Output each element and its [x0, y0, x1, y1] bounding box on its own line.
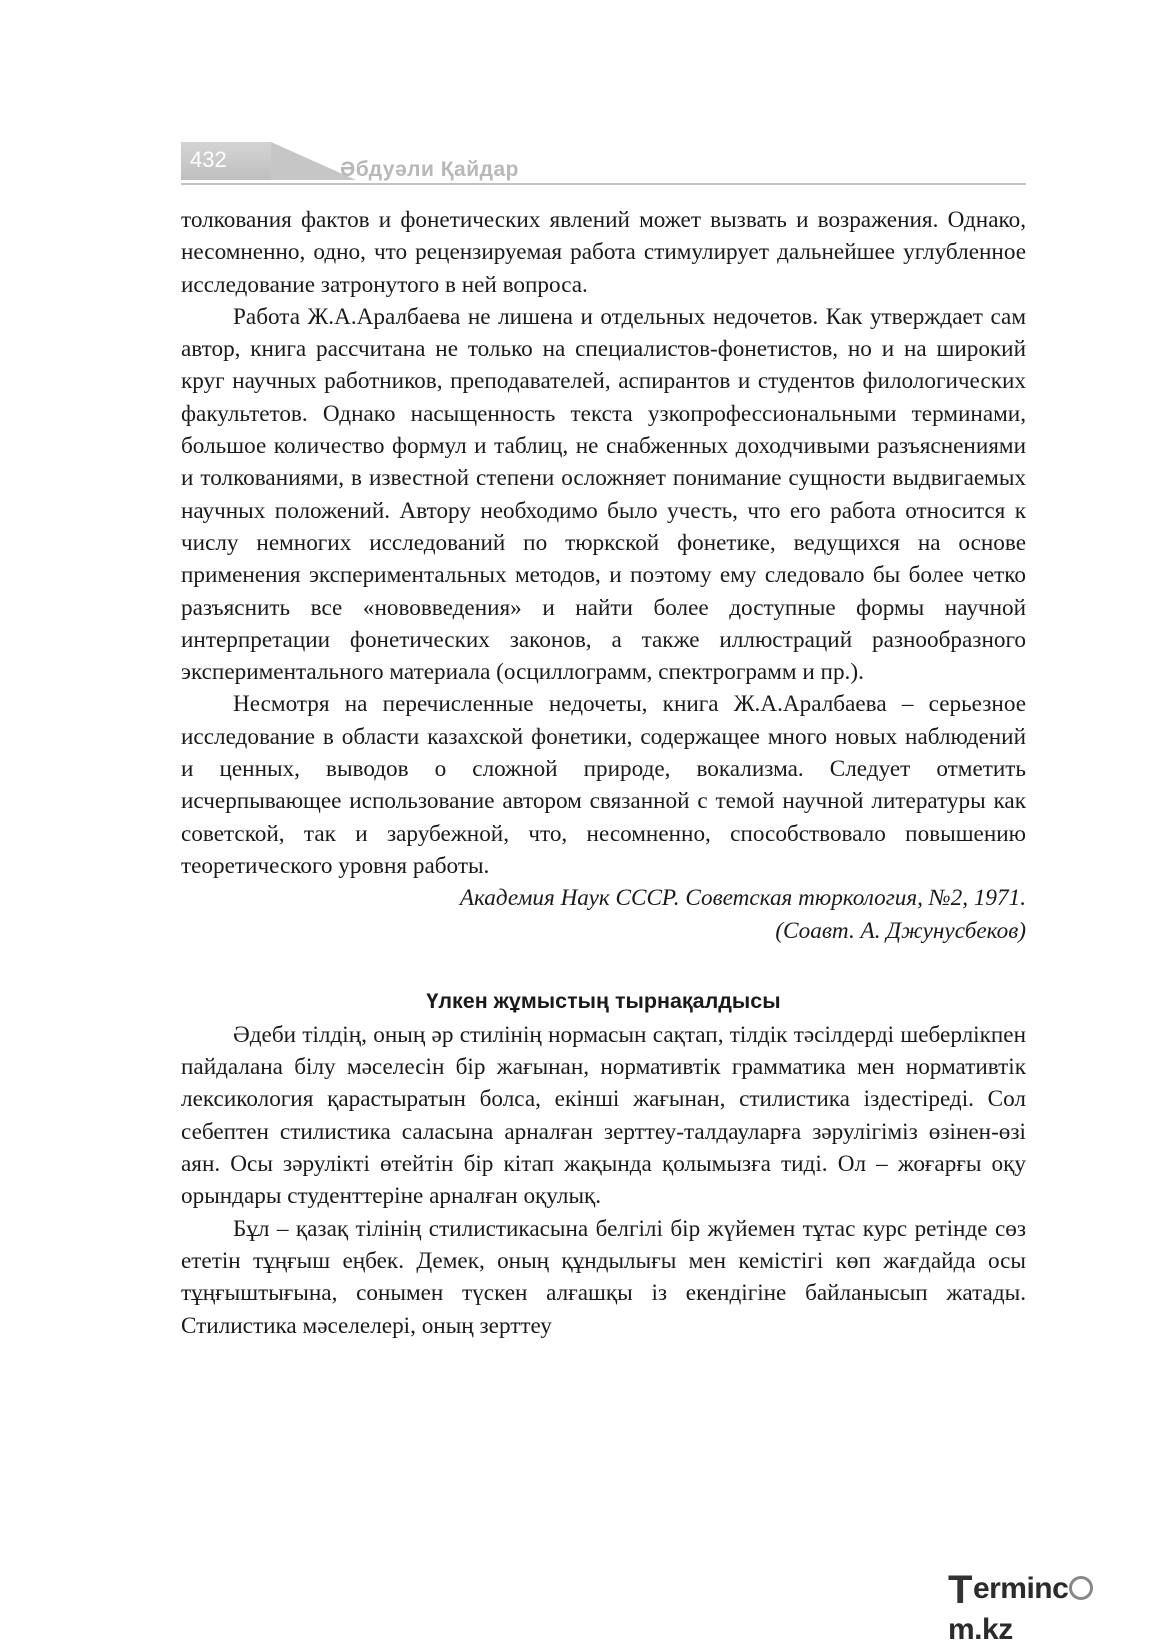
magnifier-icon: [1069, 1576, 1093, 1600]
page-number: 432: [190, 147, 227, 172]
citation-coauthor: (Соавт. А. Джунусбеков): [775, 917, 1026, 944]
running-head: Әбдуәли Қайдар: [340, 158, 519, 181]
paragraph: Несмотря на перечисленные недочеты, книга Ж.А.Аралбаева – серьезное исследование в области казахской фонетики, содержащее много новых наблюдений и ценных, выводов о сложной природе, вокализма. Следует отметить исчерпывающее использование автором связанной с темой научной литературы как советской, так и зарубежной, что, несомненно, способствовало повышению теоретического уровня работы.: [181, 691, 1026, 879]
watermark-logo: [948, 1568, 1158, 1647]
section-heading: Үлкен жұмыстың тырнақалдысы: [426, 988, 781, 1013]
page-body: [181, 204, 1026, 1342]
paragraph: Работа Ж.А.Аралбаева не лишена и отдельных недочетов. Как утверждает сам автор, книга рассчитана не только на специалистов-фонетистов, но и на широкий круг научных работников, преподавателей, аспирантов и студентов филологических факультетов. Однако насыщенность текста узкопрофессиональными терминами, большое количество формул и таблиц, не снабженных доходчивыми разъяснениями и толкованиями, в известной степени осложняет понимание сущности выдвигаемых научных положений. Автору необходимо было учесть, что его работа относится к числу немногих исследований по тюркской фонетике, ведущихся на основе применения экспериментальных методов, и поэтому ему следовало бы более четко разъяснить все «нововведения» и найти более доступные формы научной интерпретации фонетических законов, а также иллюстраций разнообразного экспериментального материала (осциллограмм, спектрограмм и пр.).: [181, 303, 1026, 686]
paragraph: толкования фактов и фонетических явлений может вызвать и возражения. Однако, несомненно, одно, что рецензируемая работа стимулирует дальнейшее углубленное исследование затронутого в ней вопроса.: [181, 207, 1026, 298]
citation-source: Академия Наук СССР. Советская тюркология, №2, 1971.: [459, 885, 1026, 912]
header-rule: [181, 183, 1026, 185]
paragraph: Әдеби тілдің, оның әр стилінің нормасын сақтап, тілдік тәсілдерді шеберлікпен пайдалана білу мәселесін бір жағынан, нормативтік грамматика мен нормативтік лексикология қарастыратын болса, екінші жағынан, стилистика іздестіреді. Сол себептен стилистика саласына арналған зерттеу-талдауларға зәрулігіміз өзінен-өзі аян. Осы зәрулікті өтейтін бір кітап жақында қолымызға тиді. Ол – жоғарғы оқу орындары студенттеріне арналған оқулық.: [181, 1021, 1026, 1210]
watermark-text-2: m.kz: [948, 1613, 1013, 1646]
watermark-text-1: erminc: [972, 1572, 1069, 1605]
paragraph: Бұл – қазақ тілінің стилистикасына белгілі бір жүйемен тұтас курс ретінде сөз ететін тұңғыш еңбек. Демек, оның құндылығы мен кемістігі көп жағдайда осы тұңғыштығына, сонымен түскен алғашқы із екендігіне байланысып жатады. Стилистика мәселелері, оның зерттеу: [181, 1215, 1026, 1339]
watermark-t: T: [948, 1568, 972, 1612]
